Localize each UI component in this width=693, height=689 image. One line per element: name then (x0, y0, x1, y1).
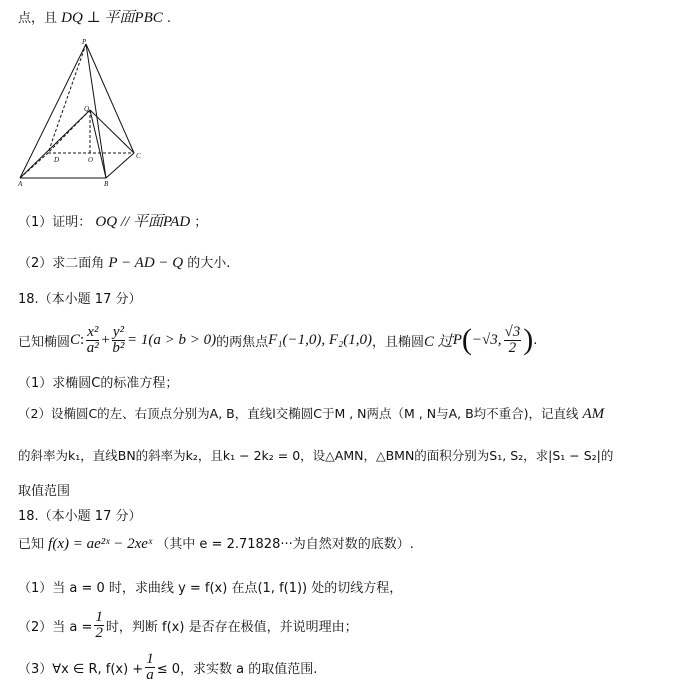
q17-part1-end: ； (194, 215, 208, 230)
edge-BC (106, 153, 134, 178)
q18b-intro (18, 533, 414, 553)
q18b-note: （其中 e = 2.71828···为自然对数的底数）. (156, 537, 414, 552)
q17-part1-expr: OQ // 平面PAD (95, 214, 191, 230)
frac-y-den: b² (112, 339, 125, 356)
edge-AD-hidden (20, 153, 48, 178)
q18b-part3-den: a (146, 666, 154, 683)
q18b-part1: （1）当 a = 0 时，求曲线 y = f(x) 在点(1, f(1)) 处的切线方程， (18, 581, 403, 596)
q17-part2-end: 的大小. (187, 256, 231, 271)
edge-QC (90, 110, 134, 153)
header-suffix: . (166, 11, 172, 26)
header-expr: DQ ⊥ 平面PBC (61, 10, 163, 26)
q17-part2-label: （2）求二面角 (18, 256, 105, 271)
q18a-intro: 已知椭圆 C : $\frac{\text{x²}}{\text{a²}}$ + $\frac{\text{y²}}{\text{b²}}$ = 1(a > b > 0) 的两焦点 F₁(−1,0), F₂(1,0) ，且椭圆 C 过 P ( −√3, $\frac{√3}{2}$ ) . (18, 323, 538, 356)
q18b-part3-prefix: （3）∀x ∈ R, f(x) + (18, 661, 144, 677)
frac-x-num: x² (87, 323, 99, 340)
q18a-point-x: −√3, (471, 331, 502, 348)
edge-PC (86, 44, 134, 153)
q18b-part2-frac (94, 610, 104, 641)
label-C: C (136, 152, 141, 160)
q18a-title: 18.（本小题 17 分） (18, 292, 142, 307)
q18b-part2-prefix: （2）当 a = (18, 619, 93, 635)
q18b-part2-den: 2 (95, 624, 103, 641)
q18a-part2-a (18, 404, 604, 423)
label-O: O (88, 156, 94, 164)
q18b-part3 (18, 650, 317, 684)
q18a-part2-a-text: （2）设椭圆C的左、右顶点分别为A, B，直线l交椭圆C于M , N两点（M , N与A, B均不重合)，记直线 (18, 406, 579, 421)
frac-y-num: y² (112, 323, 124, 340)
q18a-point-name: P (452, 331, 462, 348)
q18a-foci: F₁(−1,0), F₂(1,0) (268, 331, 372, 348)
pyramid-figure (18, 38, 158, 188)
q18b-part2-suffix: 时，判断 f(x) 是否存在极值，并说明理由； (105, 619, 358, 635)
frac-x (86, 325, 99, 356)
q18a-intro-prefix: 已知椭圆 (18, 334, 71, 350)
q18a-end: . (533, 332, 538, 348)
q18a-part2-b: 的斜率为k₁，直线BN的斜率为k₂，且k₁ − 2k₂ = 0，设△AMN，△BMN的面积分别为S₁, S₂，求|S₁ − S₂|的 (18, 448, 614, 463)
edge-PD-hidden (48, 44, 86, 153)
q18a-point-y-den: 2 (508, 339, 517, 356)
q18a-passes: C 过 (423, 333, 453, 350)
label-Q: Q (84, 105, 90, 113)
q18b-func: f(x) = ae²ˣ − 2xeˣ (48, 536, 153, 552)
q18b-part3-frac (145, 652, 155, 683)
q18b-part2 (18, 608, 358, 642)
q18a-part2-c: 取值范围 (18, 484, 71, 499)
frac-y (112, 325, 125, 356)
label-B: B (104, 180, 109, 188)
q18a-point-y (504, 325, 522, 356)
q17-part2-expr: P − AD − Q (108, 255, 184, 271)
q18a-part2-a-end: AM (582, 406, 605, 422)
q17-part1-label: （1）证明： (18, 215, 92, 230)
q18b-part2-num: 1 (95, 608, 103, 625)
q18a-point-y-num: √3 (504, 323, 521, 340)
q18a-part1: （1）求椭圆C的标准方程； (18, 376, 179, 391)
q18a-pass-text: ，且椭圆 (371, 334, 424, 350)
label-P: P (82, 38, 87, 46)
edge-PA (20, 44, 86, 178)
q18a-cond: = 1(a > b > 0) (126, 331, 217, 348)
q18a-foci-text: 的两焦点 (216, 334, 269, 350)
edge-QA (20, 110, 90, 178)
q18a-ellipse-name: C (70, 331, 81, 348)
header-prefix: 点，且 (18, 11, 58, 26)
q17-part2 (18, 252, 230, 272)
q17-part1 (18, 210, 207, 231)
frac-x-den: a² (86, 339, 99, 356)
edge-QB (90, 110, 106, 178)
header-line (18, 6, 171, 27)
q18b-part3-num: 1 (146, 650, 154, 667)
label-A: A (18, 180, 23, 188)
label-D: D (54, 156, 60, 164)
q18b-part3-suffix: ≤ 0，求实数 a 的取值范围. (156, 661, 318, 677)
q18b-title: 18.（本小题 17 分） (18, 509, 142, 524)
q18b-intro-prefix: 已知 (18, 537, 45, 552)
